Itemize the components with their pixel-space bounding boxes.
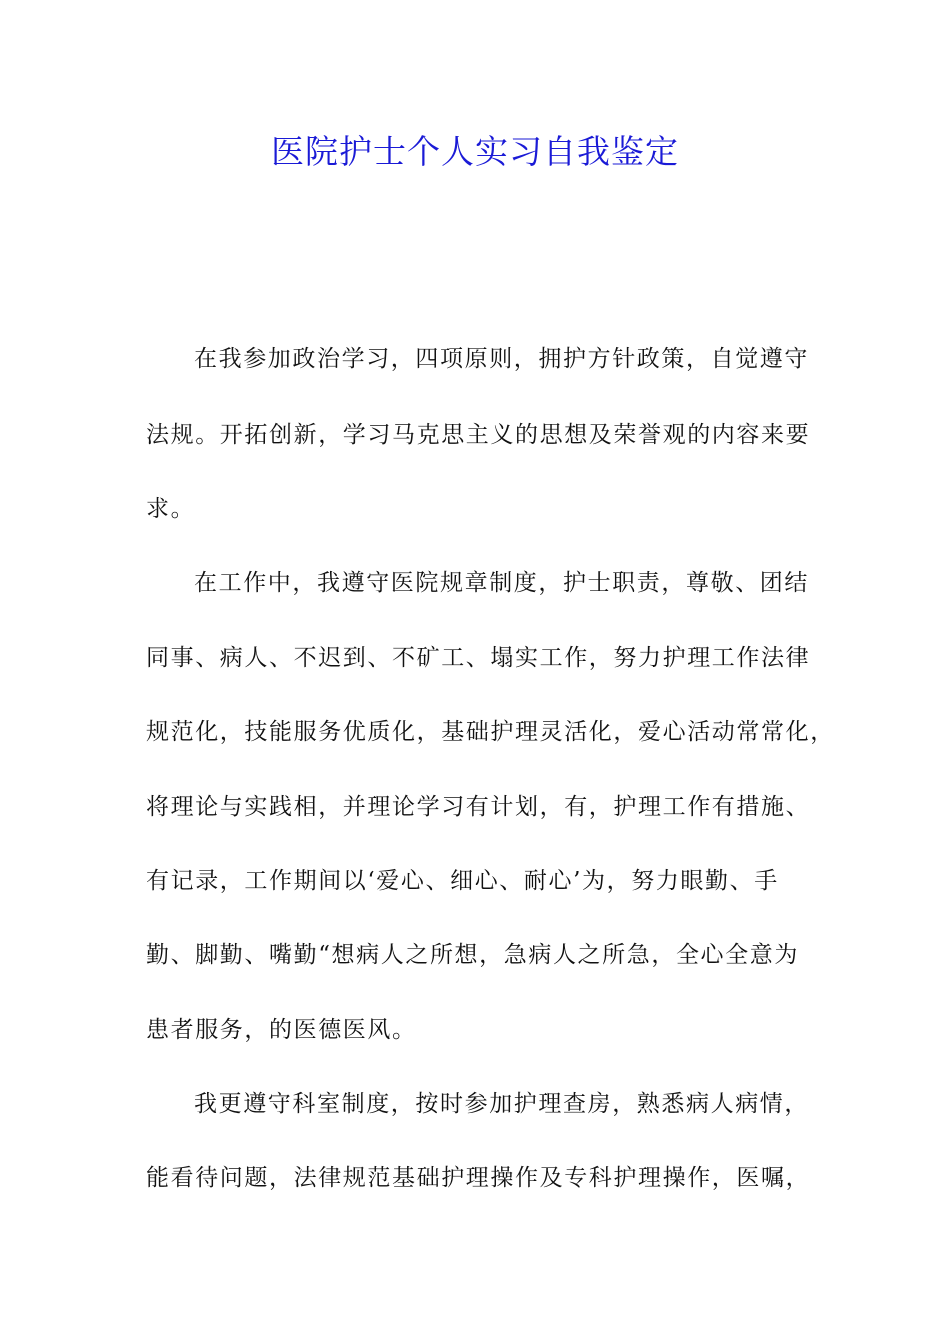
- paragraph-2-line-7: 患者服务，的医德医风。: [146, 1017, 417, 1043]
- paragraph-3-line-1: 我更遵守科室制度，按时参加护理查房，熟悉病人病情，: [194, 1091, 809, 1117]
- paragraph-2-line-2: 同事、病人、不迟到、不矿工、塌实工作，努力护理工作法律: [146, 645, 811, 671]
- document-title: 医院护士个人实习自我鉴定: [271, 132, 679, 171]
- paragraph-2-line-4: 将理论与实践相，并理论学习有计划，有，护理工作有措施、: [146, 794, 811, 820]
- paragraph-1-line-2: 法规。开拓创新，学习马克思主义的思想及荣誉观的内容来要: [146, 422, 811, 448]
- paragraph-1-line-3: 求。: [146, 496, 196, 522]
- paragraph-2-line-5: 有记录，工作期间以‘爱心、细心、耐心’为，努力眼勤、手: [146, 868, 779, 894]
- paragraph-2-line-3: 规范化，技能服务优质化，基础护理灵活化，爱心活动常常化，: [146, 719, 835, 745]
- paragraph-2-line-6: 勤、脚勤、嘴勤“想病人之所想，急病人之所急，全心全意为: [146, 942, 799, 968]
- paragraph-2-line-1: 在工作中，我遵守医院规章制度，护士职责，尊敬、团结: [194, 570, 809, 596]
- paragraph-3-line-2: 能看待问题，法律规范基础护理操作及专科护理操作，医嘱，: [146, 1165, 811, 1191]
- paragraph-1-line-1: 在我参加政治学习，四项原则，拥护方针政策，自觉遵守: [194, 346, 809, 372]
